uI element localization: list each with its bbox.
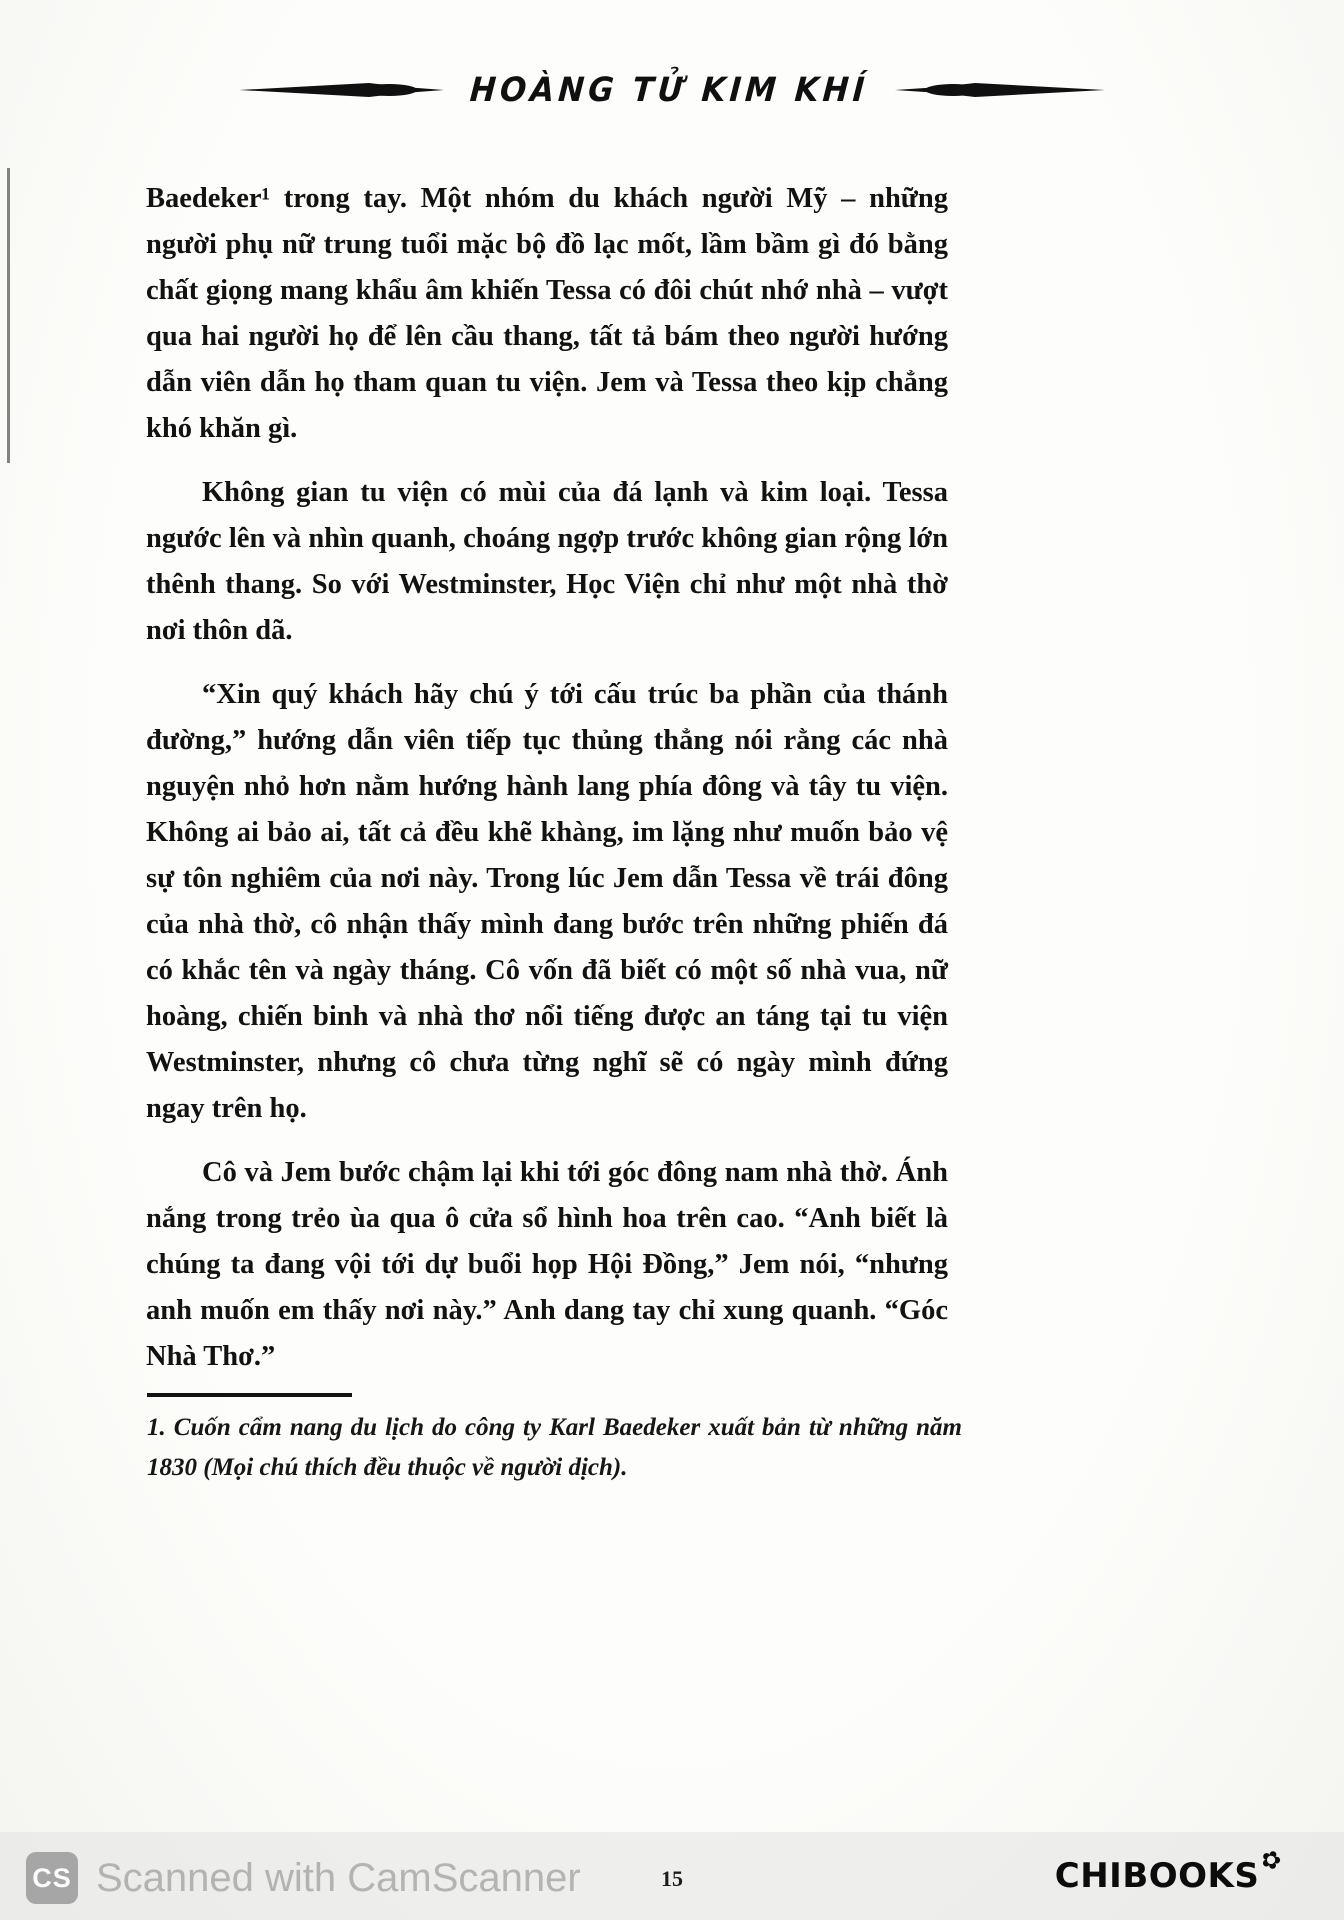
page-body [146, 176, 948, 1398]
scan-edge-artifact [7, 168, 10, 463]
left-flourish-line [239, 81, 444, 99]
camscanner-icon: CS [26, 1852, 78, 1904]
right-flourish-line [895, 81, 1105, 99]
publisher-name: CHIBOOKS [1054, 1856, 1260, 1896]
paragraph-4: Cô và Jem bước chậm lại khi tới góc đông nam nhà thờ. Ánh nắng trong trẻo ùa qua ô cửa sổ hình hoa trên cao. “Anh biết là chúng ta đang vội tới dự buổi họp Hội Đồng,” Jem nói, “nhưng anh muốn em thấy nơi này.” Anh dang tay chỉ xung quanh. “Góc Nhà Thơ.” [146, 1157, 948, 1372]
footnote-text: 1. Cuốn cẩm nang du lịch do công ty Karl Baedeker xuất bản từ những năm 1830 (Mọi chú thích đều thuộc về người dịch). [147, 1414, 962, 1481]
page-number: 15 [661, 1866, 683, 1891]
camscanner-watermark [26, 1852, 581, 1904]
watermark-label: Scanned with CamScanner [96, 1855, 581, 1900]
flower-icon: ✿ [1257, 1843, 1287, 1877]
footnote-divider [147, 1393, 352, 1397]
publisher-logo [1054, 1843, 1287, 1896]
paragraph-2: Không gian tu viện có mùi của đá lạnh và kim loại. Tessa ngước lên và nhìn quanh, choáng ngợp trước không gian rộng lớn thênh thang. So với Westminster, Học Viện chỉ như một nhà thờ nơi thôn dã. [146, 477, 948, 646]
page-header [0, 72, 1344, 108]
paragraph-3: “Xin quý khách hãy chú ý tới cấu trúc ba phần của thánh đường,” hướng dẫn viên tiếp tục thủng thẳng nói rằng các nhà nguyện nhỏ hơn nằm hướng hành lang phía đông và tây tu viện. Không ai bảo ai, tất cả đều khẽ khàng, im lặng như muốn bảo vệ sự tôn nghiêm của nơi này. Trong lúc Jem dẫn Tessa về trái đông của nhà thờ, cô nhận thấy mình đang bước trên những phiến đá có khắc tên và ngày tháng. Cô vốn đã biết có một số nhà vua, nữ hoàng, chiến binh và nhà thơ nổi tiếng được an táng tại tu viện Westminster, nhưng cô chưa từng nghĩ sẽ có ngày mình đứng ngay trên họ. [146, 679, 948, 1124]
page-title: HOÀNG TỬ KIM KHÍ [469, 70, 870, 110]
paragraph-1: Baedeker¹ trong tay. Một nhóm du khách người Mỹ – những người phụ nữ trung tuổi mặc bộ đồ lạc mốt, lầm bầm gì đó bằng chất giọng mang khẩu âm khiến Tessa có đôi chút nhớ nhà – vượt qua hai người họ để lên cầu thang, tất tả bám theo người hướng dẫn viên dẫn họ tham quan tu viện. Jem và Tessa theo kịp chẳng khó khăn gì. [146, 183, 948, 444]
